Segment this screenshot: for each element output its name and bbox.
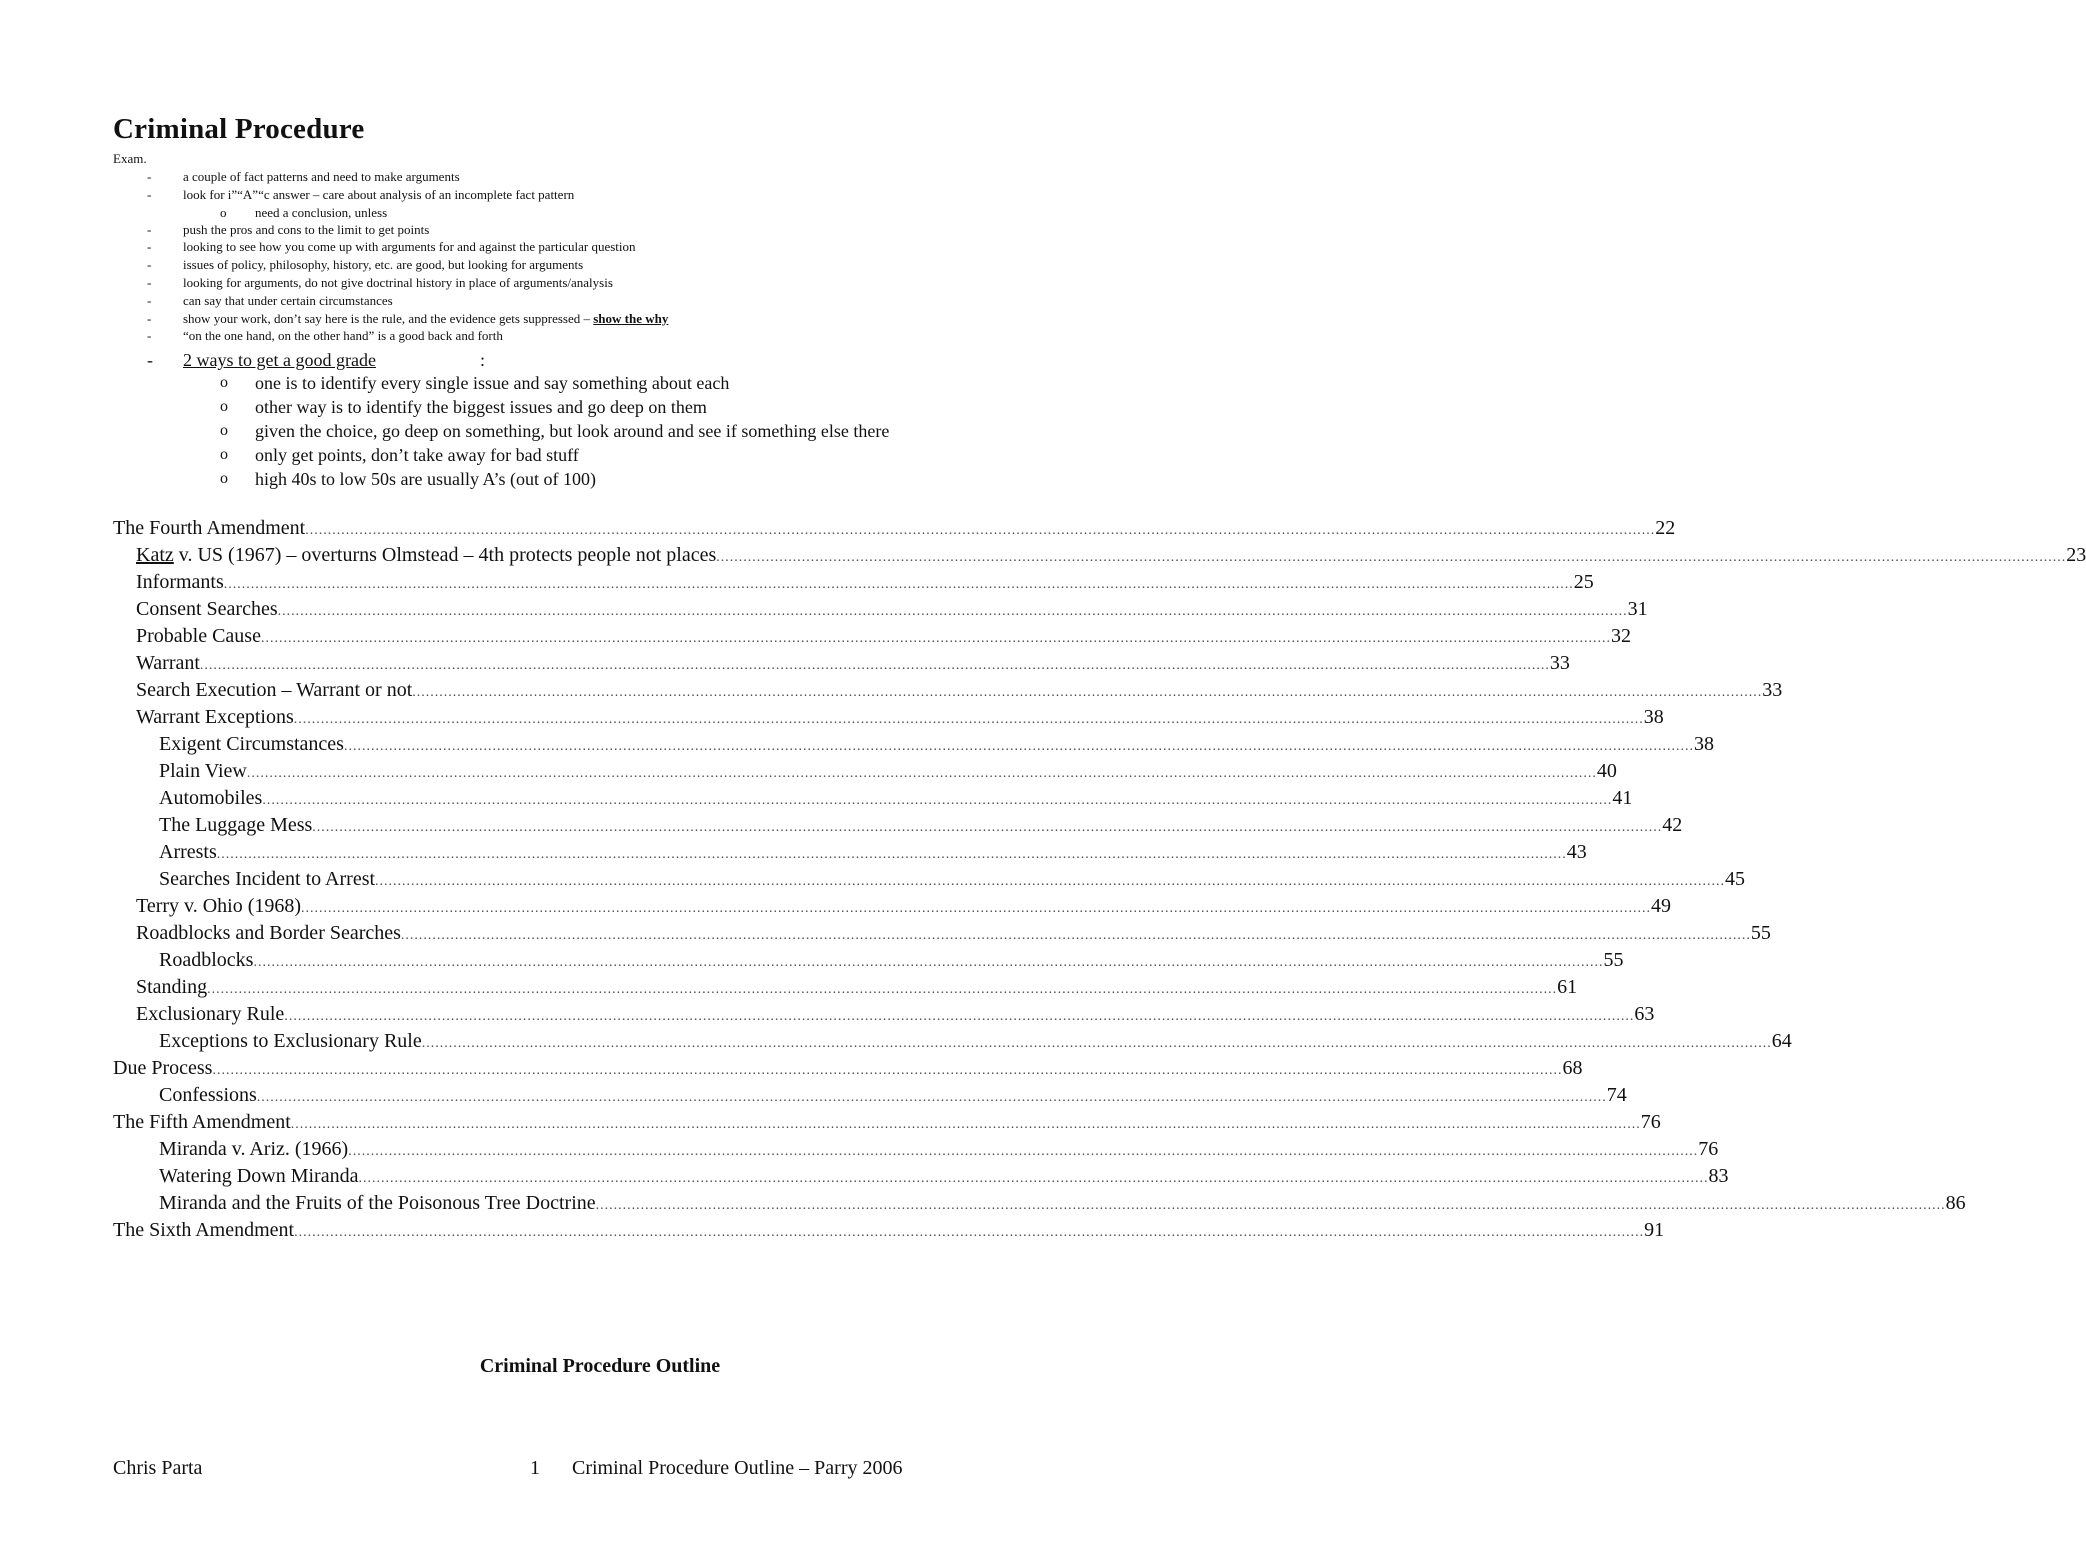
toc-page-number: 55 (1750, 922, 1771, 944)
toc-entry-label: Arrests (159, 841, 217, 863)
exam-point (113, 168, 1013, 186)
exam-point (113, 238, 1013, 256)
dot-leader: ............................................................................................................................................................................................................................................................................................................ (256, 1090, 1607, 1105)
dot-leader: ............................................................................................................................................................................................................................................................................................................ (290, 1117, 1641, 1132)
toc-entry[interactable] (113, 1109, 1661, 1136)
toc-page-number: 38 (1643, 706, 1664, 728)
dash-bullet: - (147, 186, 152, 202)
toc-page-number: 63 (1634, 1003, 1655, 1025)
toc-page-number: 41 (1612, 787, 1633, 809)
exam-point-text: issues of policy, philosophy, history, etc. are good, but looking for arguments (183, 257, 584, 273)
toc-entry-label: Terry v. Ohio (1968) (136, 895, 302, 917)
dot-leader: ............................................................................................................................................................................................................................................................................................................ (305, 523, 1656, 538)
toc-entry[interactable] (113, 1190, 1966, 1217)
dot-leader: ............................................................................................................................................................................................................................................................................................................ (207, 982, 1558, 997)
toc-entry-label: Roadblocks (159, 949, 254, 971)
circle-bullet: o (220, 470, 228, 487)
toc-entry[interactable] (113, 542, 2086, 569)
toc-entry[interactable] (113, 1163, 1729, 1190)
dot-leader: ............................................................................................................................................................................................................................................................................................................ (716, 550, 2067, 565)
toc-entry[interactable] (113, 1055, 1583, 1082)
toc-page-number: 33 (1549, 652, 1570, 674)
toc-entry-label: Watering Down Miranda (159, 1165, 359, 1187)
exam-point-text: looking to see how you come up with arguments for and against the particular question (183, 239, 636, 255)
exam-point (113, 186, 1013, 204)
dash-bullet: - (147, 169, 152, 184)
exam-point-text: look for i”“A”“c answer – care about analysis of an incomplete fact pattern (183, 186, 575, 202)
toc-entry[interactable] (113, 1217, 1665, 1244)
toc-page-number: 40 (1596, 760, 1617, 782)
toc-page-number: 76 (1640, 1111, 1661, 1133)
toc-page-number: 31 (1627, 598, 1648, 620)
toc-page-number: 86 (1945, 1192, 1966, 1214)
toc-entry[interactable] (113, 731, 1714, 758)
toc-entry-label: Confessions (159, 1084, 257, 1106)
dash-bullet: - (147, 221, 152, 237)
toc-entry-label: Roadblocks and Border Searches (136, 922, 401, 944)
exam-point (113, 292, 1013, 310)
toc-entry-label: Miranda v. Ariz. (1966) (159, 1138, 349, 1160)
toc-page-number: 33 (1762, 679, 1783, 701)
exam-sub-point (113, 204, 1013, 221)
toc-page-number: 68 (1562, 1057, 1583, 1079)
page-title: Criminal Procedure (113, 113, 365, 145)
dash-bullet: - (147, 239, 152, 255)
footer-author: Chris Parta (113, 1457, 203, 1479)
toc-entry-label: Warrant (136, 652, 200, 674)
toc-page-number: 23 (2066, 544, 2086, 566)
exam-point-text: push the pros and cons to the limit to get points (183, 221, 430, 237)
toc-page-number: 91 (1644, 1219, 1665, 1241)
dot-leader: ............................................................................................................................................................................................................................................................................................................ (246, 766, 1597, 781)
exam-point-text: can say that under certain circumstances (183, 292, 393, 308)
dot-leader: ............................................................................................................................................................................................................................................................................................................ (301, 901, 1652, 916)
toc-entry-label: Searches Incident to Arrest (159, 868, 376, 890)
toc-entry[interactable] (113, 515, 1676, 542)
dot-leader: ............................................................................................................................................................................................................................................................................................................ (595, 1198, 1946, 1213)
outline-title: Criminal Procedure Outline (479, 1355, 721, 1377)
toc-entry-label: Probable Cause (136, 625, 261, 647)
footer-page-number: 1 (530, 1457, 540, 1479)
dot-leader: ............................................................................................................................................................................................................................................................................................................ (294, 1225, 1645, 1240)
dot-leader: ............................................................................................................................................................................................................................................................................................................ (412, 685, 1763, 700)
toc-page-number: 76 (1698, 1138, 1719, 1160)
dash-bullet: - (147, 310, 152, 326)
dot-leader: ............................................................................................................................................................................................................................................................................................................ (358, 1171, 1709, 1186)
circle-bullet: o (220, 422, 228, 439)
dash-bullet: - (147, 292, 152, 308)
toc-entry-label: Exceptions to Exclusionary Rule (159, 1030, 422, 1052)
case-name: Katz (136, 544, 174, 566)
dash-bullet: - (147, 350, 153, 370)
exam-point (113, 221, 1013, 239)
circle-bullet: o (220, 204, 227, 220)
grade-point-text: other way is to identify the biggest issues and go deep on them (255, 397, 707, 417)
toc-entry[interactable] (113, 947, 1624, 974)
dot-leader: ............................................................................................................................................................................................................................................................................................................ (262, 793, 1613, 808)
toc-page-number: 74 (1606, 1084, 1627, 1106)
grade-point-text: only get points, don’t take away for bad stuff (255, 445, 579, 465)
circle-bullet: o (220, 398, 228, 415)
table-of-contents (113, 515, 2086, 1244)
toc-page-number: 22 (1655, 517, 1676, 539)
toc-entry-label: Miranda and the Fruits of the Poisonous Tree Doctrine (159, 1192, 596, 1214)
toc-entry[interactable] (113, 839, 1587, 866)
toc-entry-label: Search Execution – Warrant or not (136, 679, 413, 701)
toc-entry[interactable] (113, 623, 1631, 650)
toc-page-number: 42 (1662, 814, 1683, 836)
dot-leader: ............................................................................................................................................................................................................................................................................................................ (199, 658, 1550, 673)
toc-entry[interactable] (113, 785, 1633, 812)
toc-entry-label: Exclusionary Rule (136, 1003, 285, 1025)
toc-entry[interactable] (113, 1136, 1719, 1163)
dot-leader: ............................................................................................................................................................................................................................................................................................................ (375, 874, 1726, 889)
exam-point-text: show your work, don’t say here is the rule, and the evidence gets suppressed – show the why (183, 310, 669, 326)
toc-entry[interactable] (113, 893, 1672, 920)
toc-entry-label: Standing (136, 976, 208, 998)
dot-leader: ............................................................................................................................................................................................................................................................................................................ (212, 1063, 1563, 1078)
toc-entry[interactable] (113, 677, 1783, 704)
toc-entry-label: Automobiles (159, 787, 263, 809)
dot-leader: ............................................................................................................................................................................................................................................................................................................ (253, 955, 1604, 970)
dot-leader: ............................................................................................................................................................................................................................................................................................................ (312, 820, 1663, 835)
toc-entry[interactable] (113, 1082, 1627, 1109)
toc-entry-label: The Fifth Amendment (113, 1111, 291, 1133)
exam-point-text: a couple of fact patterns and need to make arguments (183, 169, 460, 184)
toc-entry-label: Informants (136, 571, 224, 593)
grade-point-text: given the choice, go deep on something, but look around and see if something else there (255, 421, 890, 441)
toc-entry[interactable] (113, 866, 1746, 893)
grade-heading-suffix: : (480, 350, 486, 370)
exam-sub-point-text: need a conclusion, unless (255, 204, 388, 220)
toc-page-number: 45 (1725, 868, 1746, 890)
toc-entry-label: The Fourth Amendment (113, 517, 306, 539)
dot-leader: ............................................................................................................................................................................................................................................................................................................ (216, 847, 1567, 862)
grade-point-text: high 40s to low 50s are usually A’s (out of 100) (255, 469, 596, 489)
toc-page-number: 64 (1771, 1030, 1792, 1052)
dot-leader: ............................................................................................................................................................................................................................................................................................................ (284, 1009, 1635, 1024)
toc-entry-label: The Luggage Mess (159, 814, 313, 836)
dash-bullet: - (147, 257, 152, 273)
toc-entry-label: The Sixth Amendment (113, 1219, 295, 1241)
toc-entry[interactable] (113, 650, 1570, 677)
toc-entry-label: Plain View (159, 760, 247, 782)
dot-leader: ............................................................................................................................................................................................................................................................................................................ (343, 739, 1694, 754)
toc-entry[interactable] (113, 1028, 1792, 1055)
toc-entry[interactable] (113, 758, 1617, 785)
circle-bullet: o (220, 446, 228, 463)
toc-entry[interactable] (113, 596, 1648, 623)
grade-point-text: one is to identify every single issue and say something about each (255, 373, 730, 393)
exam-point (113, 256, 1013, 274)
footer-running-title: Criminal Procedure Outline – Parry 2006 (572, 1457, 903, 1479)
toc-entry-label: Warrant Exceptions (136, 706, 294, 728)
dot-leader: ............................................................................................................................................................................................................................................................................................................ (260, 631, 1611, 646)
exam-points-list (113, 168, 1013, 345)
emphasis-text: show the why (593, 310, 669, 326)
toc-entry-label: Due Process (113, 1057, 213, 1079)
toc-entry-label: Katz v. US (1967) – overturns Olmstead – 4th protects people not places (136, 544, 717, 566)
toc-entry-label: Consent Searches (136, 598, 278, 620)
exam-point-text: looking for arguments, do not give doctrinal history in place of arguments/analysis (183, 274, 613, 290)
toc-entry-label: Exigent Circumstances (159, 733, 344, 755)
dot-leader: ............................................................................................................................................................................................................................................................................................................ (348, 1144, 1699, 1159)
exam-point (113, 274, 1013, 292)
exam-point-text: “on the one hand, on the other hand” is a good back and forth (183, 328, 503, 344)
toc-page-number: 83 (1708, 1165, 1729, 1187)
toc-page-number: 55 (1603, 949, 1624, 971)
dot-leader: ............................................................................................................................................................................................................................................................................................................ (223, 577, 1574, 592)
circle-bullet: o (220, 374, 228, 391)
dot-leader: ............................................................................................................................................................................................................................................................................................................ (400, 928, 1751, 943)
toc-page-number: 49 (1651, 895, 1672, 917)
exam-label: Exam. (113, 151, 147, 166)
dot-leader: ............................................................................................................................................................................................................................................................................................................ (421, 1036, 1772, 1051)
dot-leader: ............................................................................................................................................................................................................................................................................................................ (293, 712, 1644, 727)
toc-entry[interactable] (113, 974, 1578, 1001)
toc-page-number: 25 (1573, 571, 1594, 593)
toc-entry[interactable] (113, 920, 1771, 947)
exam-point (113, 327, 1013, 345)
toc-entry[interactable] (113, 704, 1664, 731)
toc-page-number: 38 (1693, 733, 1714, 755)
grade-heading: 2 ways to get a good grade (183, 350, 376, 370)
toc-entry[interactable] (113, 812, 1683, 839)
dash-bullet: - (147, 328, 152, 344)
exam-point (113, 310, 1013, 328)
toc-entry[interactable] (113, 1001, 1655, 1028)
dot-leader: ............................................................................................................................................................................................................................................................................................................ (277, 604, 1628, 619)
toc-entry[interactable] (113, 569, 1594, 596)
dash-bullet: - (147, 274, 152, 290)
toc-page-number: 61 (1557, 976, 1578, 998)
toc-page-number: 32 (1610, 625, 1631, 647)
toc-page-number: 43 (1566, 841, 1587, 863)
